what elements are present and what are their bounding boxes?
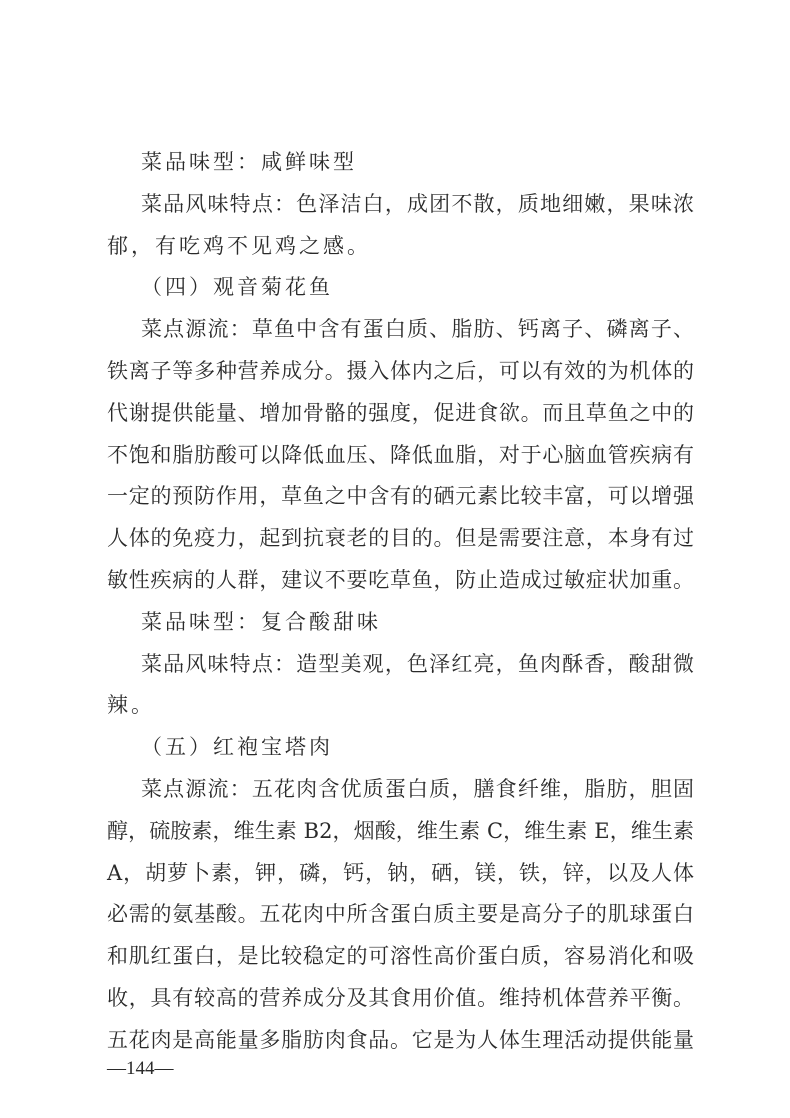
text-line: 菜品风味特点：色泽洁白，成团不散，质地细嫩，果味浓 xyxy=(141,191,694,216)
section-heading: （四）观音菊花鱼 xyxy=(141,275,333,300)
text-line: 菜品风味特点：造型美观，色泽红亮，鱼肉酥香，酸甜微 xyxy=(141,651,694,676)
text-line: A，胡萝卜素，钾，磷，钙，钠，硒，镁，铁，锌，以及人体 xyxy=(107,860,694,885)
text-line: 郁，有吃鸡不见鸡之感。 xyxy=(107,233,371,258)
text-line: 辣。 xyxy=(107,693,155,718)
text-line: 敏性疾病的人群，建议不要吃草鱼，防止造成过敏症状加重。 xyxy=(107,567,694,592)
text-line: 菜点源流：草鱼中含有蛋白质、脂肪、钙离子、磷离子、 xyxy=(141,317,694,342)
text-line: 菜点源流：五花肉含优质蛋白质，膳食纤维，脂肪，胆固 xyxy=(141,776,694,801)
text-line: 代谢提供能量、增加骨骼的强度，促进食欲。而且草鱼之中的 xyxy=(107,400,694,425)
body-text xyxy=(107,142,694,1062)
text-line: 菜品味型：咸鲜味型 xyxy=(141,150,357,174)
text-line: 不饱和脂肪酸可以降低血压、降低血脂，对于心脑血管疾病有 xyxy=(107,442,694,467)
text-line: 五花肉是高能量多脂肪肉食品。它是为人体生理活动提供能量 xyxy=(107,1027,694,1052)
text-line: 菜品味型：复合酸甜味 xyxy=(141,609,381,634)
text-line: 一定的预防作用，草鱼之中含有的硒元素比较丰富，可以增强 xyxy=(107,484,694,509)
text-line: 收，具有较高的营养成分及其食用价值。维持机体营养平衡。 xyxy=(107,985,694,1010)
text-line: 醇，硫胺素，维生素 B2，烟酸，维生素 C，维生素 E，维生素 xyxy=(107,818,694,843)
text-line: 铁离子等多种营养成分。摄入体内之后，可以有效的为机体的 xyxy=(107,358,694,383)
page-number: —144— xyxy=(107,1058,174,1079)
text-line: 人体的免疫力，起到抗衰老的目的。但是需要注意，本身有过 xyxy=(107,526,694,551)
text-line: 必需的氨基酸。五花肉中所含蛋白质主要是高分子的肌球蛋白 xyxy=(107,902,694,927)
text-line: 和肌红蛋白，是比较稳定的可溶性高价蛋白质，容易消化和吸 xyxy=(107,944,694,969)
section-heading: （五）红袍宝塔肉 xyxy=(141,735,333,760)
